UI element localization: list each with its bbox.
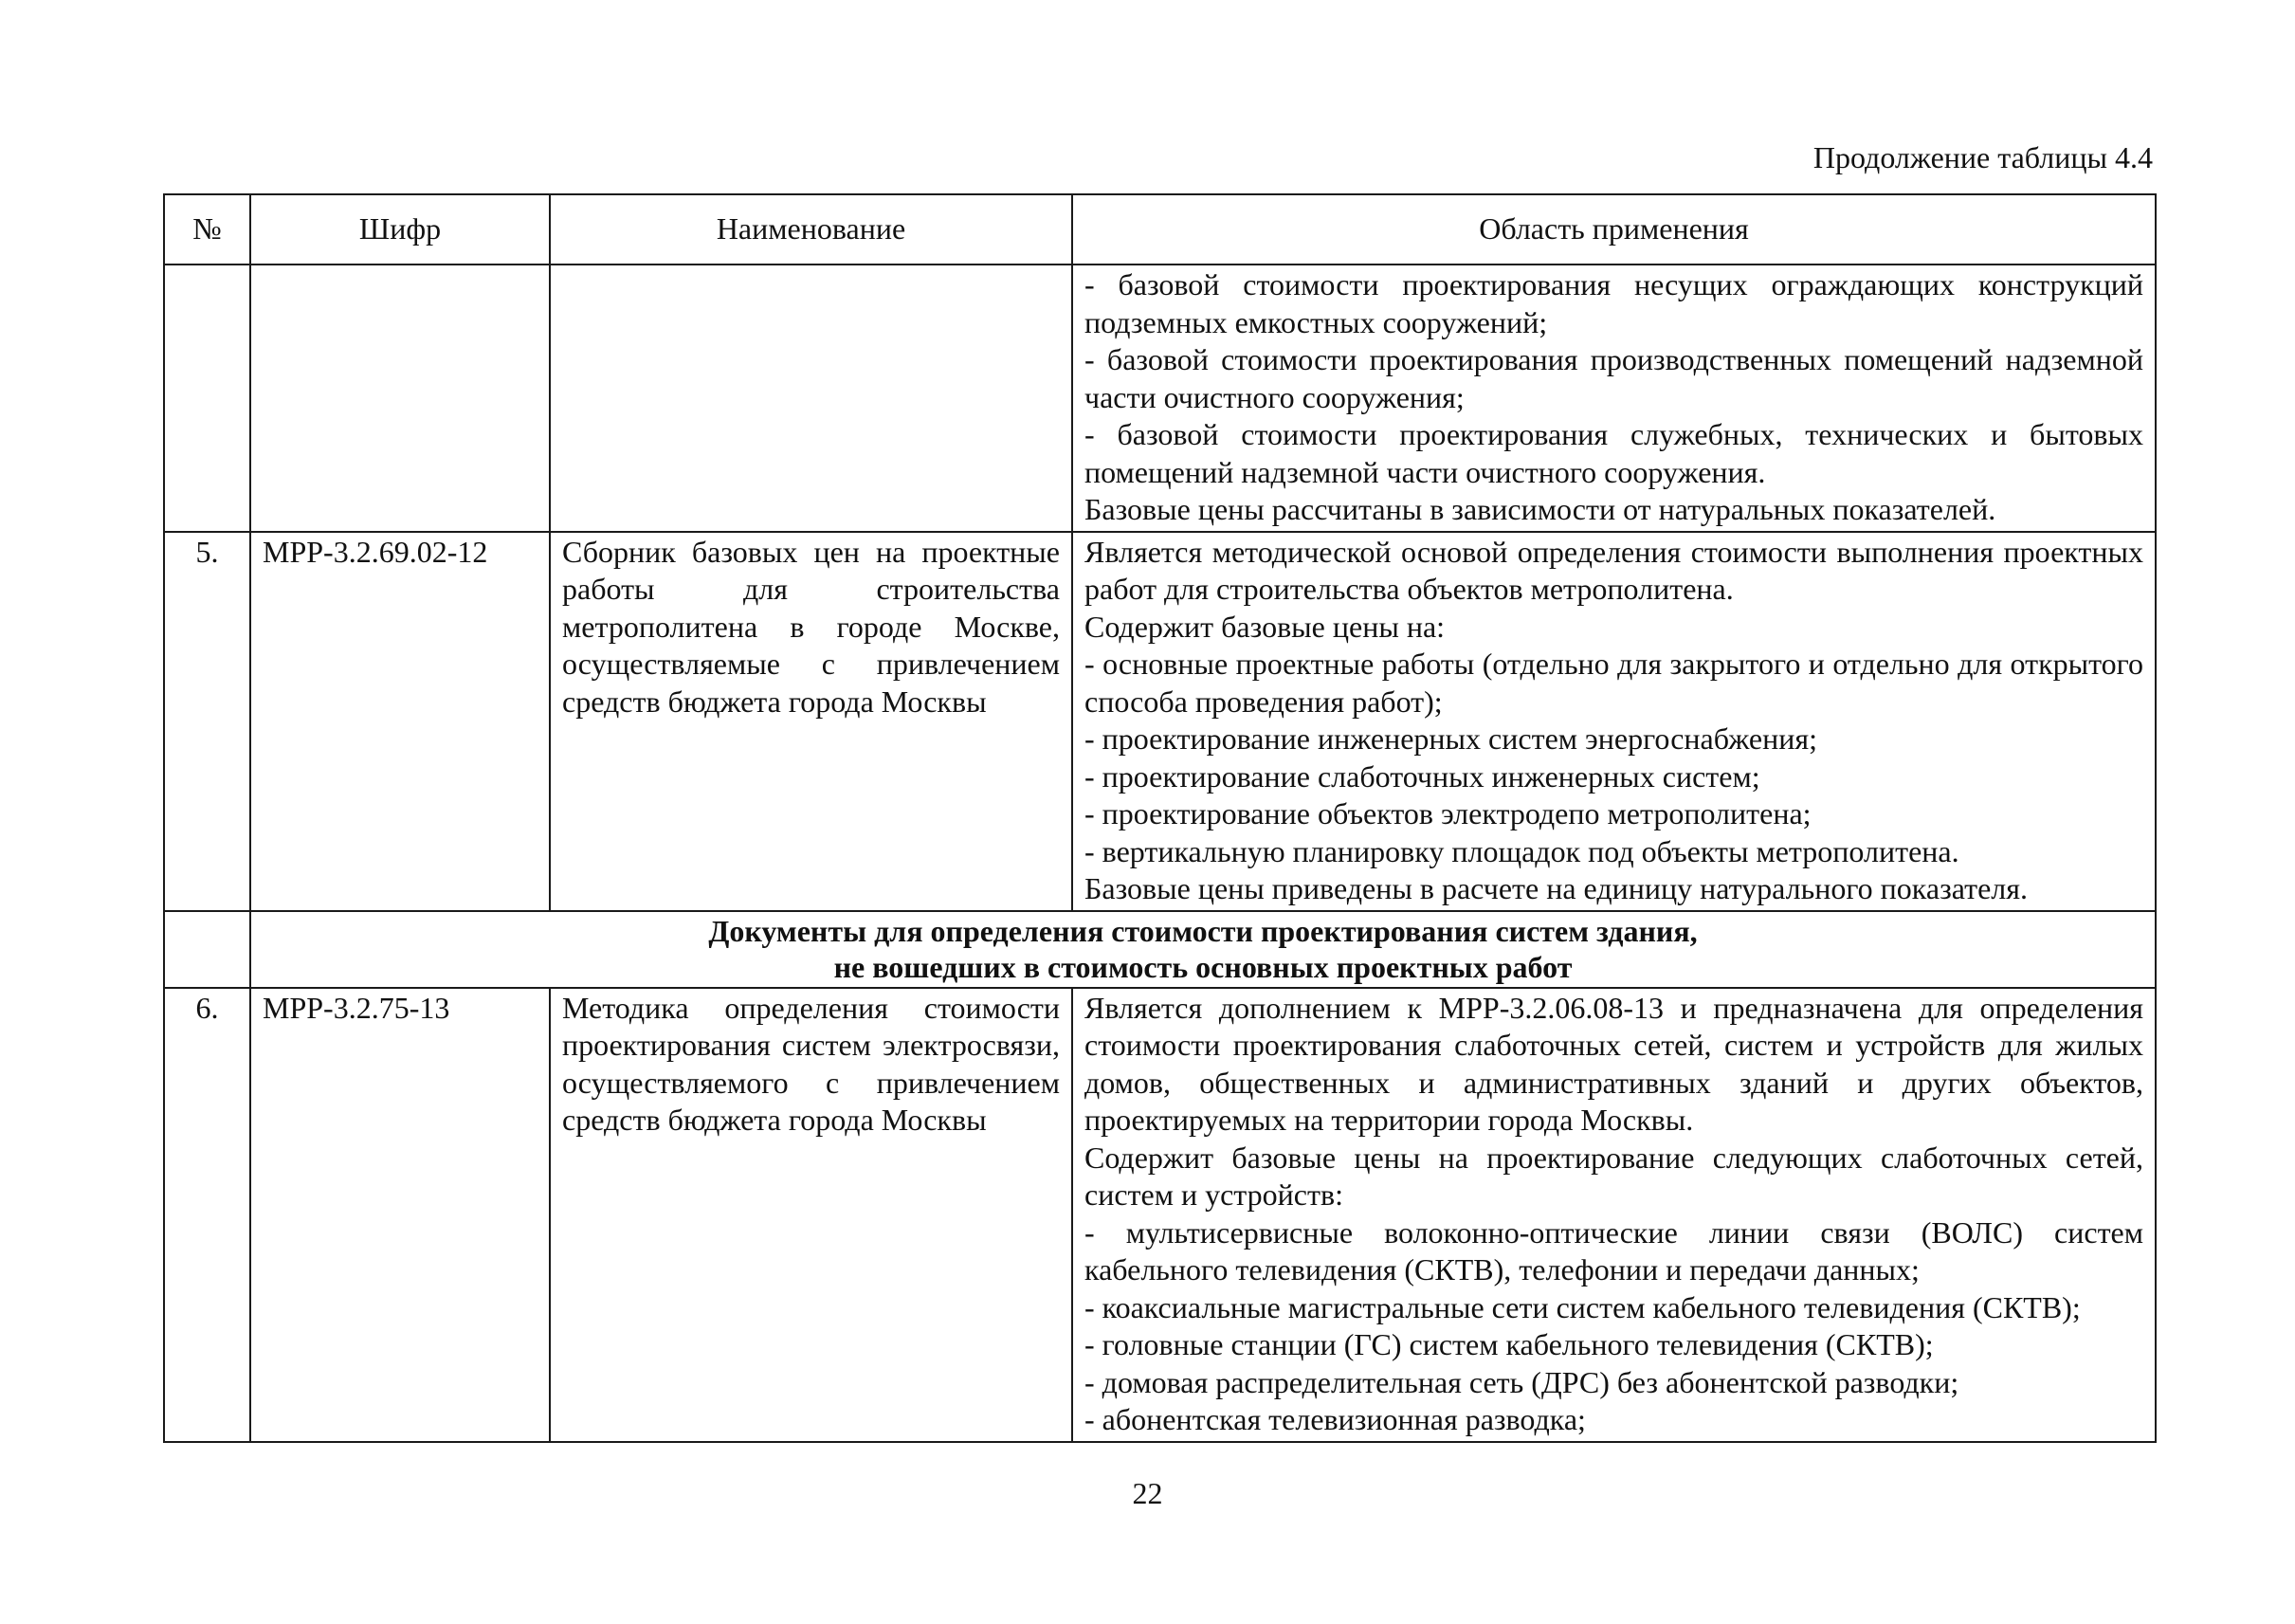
cell-application-area (1072, 265, 2156, 532)
area-paragraph: - домовая распределительная сеть (ДРС) без абонентской разводки; (1084, 1364, 1959, 1399)
cell-name (550, 265, 1072, 532)
table-row-continued (164, 265, 2156, 532)
area-paragraph: - основные проектные работы (отдельно для закрытого и отдельно для открытого способа проведения работ); (1084, 647, 2143, 719)
cell-number: 5. (164, 532, 250, 911)
cell-application-area (1072, 532, 2156, 911)
section-header-row (164, 911, 2156, 988)
cell-name: Методика определения стоимости проектирования систем электросвязи, осуществляемого с привлечением средств бюджета города Москвы (550, 988, 1072, 1442)
table-row-6 (164, 988, 2156, 1442)
header-application-area: Область применения (1072, 194, 2156, 265)
header-code: Шифр (250, 194, 550, 265)
cell-code: МРР-3.2.69.02-12 (250, 532, 550, 911)
section-title-line: не вошедших в стоимость основных проектных работ (833, 949, 1573, 984)
cell-number: 6. (164, 988, 250, 1442)
area-paragraph: Содержит базовые цены на: (1084, 609, 1446, 644)
table-caption: Продолжение таблицы 4.4 (1812, 140, 2153, 174)
area-paragraph: - вертикальную планировку площадок под объекты метрополитена. (1084, 833, 1959, 868)
cell-code: МРР-3.2.75-13 (250, 988, 550, 1442)
area-paragraph: - проектирование слаботочных инженерных систем; (1084, 758, 1760, 794)
area-paragraph: - абонентская телевизионная разводка; (1084, 1402, 1586, 1436)
header-name: Наименование (550, 194, 1072, 265)
section-title-line: Документы для определения стоимости проектирования систем здания, (708, 913, 1698, 948)
area-paragraph: Базовые цены приведены в расчете на единицу натурального показателя. (1084, 871, 2028, 905)
area-paragraph: - коаксиальные магистральные сети систем кабельного телевидения (СКТВ); (1084, 1289, 2081, 1324)
cell-name: Сборник базовых цен на проектные работы для строительства метрополитена в городе Москве, осуществляемые с привлечением средств бюджета города Москвы (550, 532, 1072, 911)
header-number: № (164, 194, 250, 265)
area-paragraph: - проектирование инженерных систем энергоснабжения; (1084, 721, 1817, 756)
area-paragraph: Является дополнением к МРР-3.2.06.08-13 и предназначена для определения стоимости проектирования слаботочных сетей, систем и устройств для жилых домов, общественных и административных зданий и других объектов, проектируемых на территории города Москвы. (1084, 990, 2143, 1137)
cell-application-area (1072, 988, 2156, 1442)
area-paragraph: - базовой стоимости проектирования служебных, технических и бытовых помещений надземной части очистного сооружения. (1084, 417, 2143, 489)
area-paragraph: - базовой стоимости проектирования производственных помещений надземной части очистного сооружения; (1084, 342, 2143, 414)
area-paragraph: Является методической основой определения стоимости выполнения проектных работ для строительства объектов метрополитена. (1084, 534, 2143, 606)
table-header-row (164, 194, 2156, 265)
area-paragraph: - проектирование объектов электродепо метрополитена; (1084, 796, 1812, 830)
table-row-5 (164, 532, 2156, 911)
page-number: 22 (1132, 1476, 1163, 1510)
area-paragraph: - мультисервисные волоконно-оптические линии связи (ВОЛС) систем кабельного телевидения (СКТВ), телефонии и передачи данных; (1084, 1214, 2143, 1286)
cell-code (250, 265, 550, 532)
area-paragraph: Базовые цены рассчитаны в зависимости от натуральных показателей. (1084, 492, 1996, 526)
document-table (163, 193, 2157, 1443)
area-paragraph: - головные станции (ГС) систем кабельного телевидения (СКТВ); (1084, 1327, 1934, 1361)
section-title (250, 911, 2156, 988)
area-paragraph: - базовой стоимости проектирования несущих ограждающих конструкций подземных емкостных сооружений; (1084, 267, 2143, 339)
cell-number (164, 265, 250, 532)
area-paragraph: Содержит базовые цены на проектирование следующих слаботочных сетей, систем и устройств: (1084, 1140, 2143, 1212)
cell-number (164, 911, 250, 988)
